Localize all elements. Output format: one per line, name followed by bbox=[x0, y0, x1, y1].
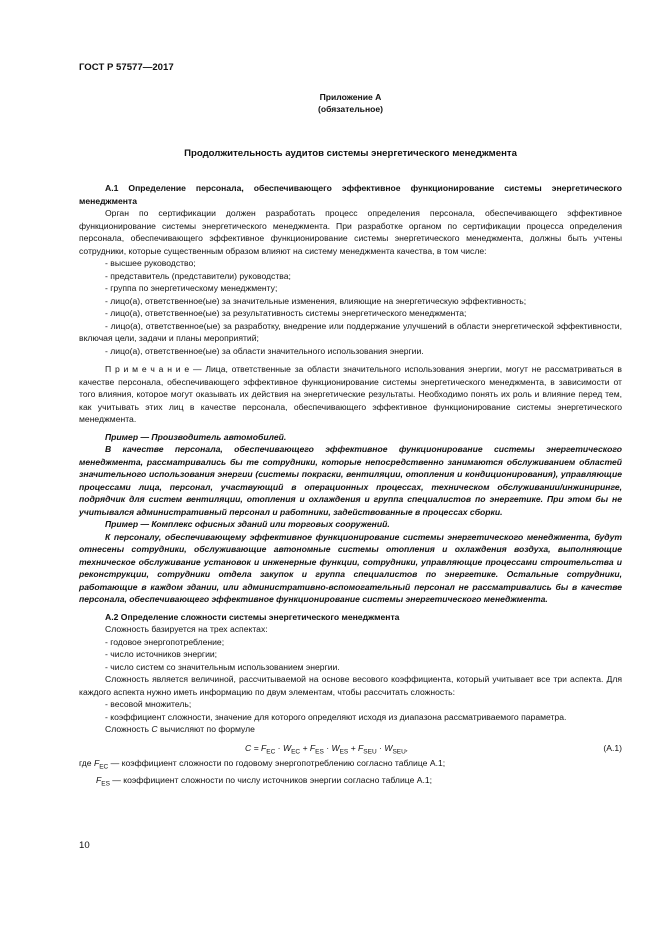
section-heading-a2: А.2 Определение сложности системы энергетического менеджмента bbox=[105, 611, 400, 622]
list-item: - лицо(а), ответственное(ые) за результативность системы энергетического менеджмента; bbox=[105, 308, 467, 318]
aspects-intro: Сложность базируется на трех аспектах: bbox=[105, 624, 268, 634]
running-header: ГОСТ Р 57577—2017 bbox=[79, 62, 174, 73]
list-item: - число систем со значительным использованием энергии. bbox=[105, 661, 340, 672]
list-item: - лицо(а), ответственное(ые) за области значительного использования энергии. bbox=[105, 345, 424, 356]
list-item: - лицо(а), ответственное(ые) за разработку, внедрение или поддержание улучшений в области энергетической эффективности, включая цели, задачи и планы мероприятий; bbox=[79, 320, 622, 343]
example-1-title: Пример — Производитель автомобилей. bbox=[105, 431, 287, 442]
complexity-paragraph: Сложность является величиной, рассчитываемой на основе весового коэффициента, который учитывает все три аспекта. Для каждого аспекта нужно иметь информацию по двум элементам, чтобы рассчитать сложность: bbox=[79, 674, 622, 697]
formula-a1 bbox=[79, 741, 622, 755]
list-item: - высшее руководство; bbox=[105, 258, 196, 268]
example-1-text: В качестве персонала, обеспечивающего эффективное функционирование системы энергетического менеджмента, рассматривались бы те сотрудники, которые непосредственно занимаются обслуживанием областей значительного использования энергии (системы покраски, вентиляции, отопления и кондиционирования), управляющие процессами лица, персонал, участвующий в операционных процессах, техническом обслуживании/инжиниринге, подрядчик для систем вентиляции, отопления и охлаждения и группа специалистов по энергетике. При этом бы не учитывался административный персонал и работники, задействованные в процессах сборки. bbox=[79, 444, 622, 517]
where-definition-fes: $F_{ES}$ — коэффициент сложности по числу источников энергии согласно таблице А.1; bbox=[96, 774, 433, 788]
annex-status: (обязательное) bbox=[317, 104, 384, 114]
example-2-text: К персоналу, обеспечивающему эффективное функционирование системы энергетического менеджмента, будут отнесены сотрудники, обслуживающие автономные системы отопления и охлаждения воздуха, выполняющие техническое обслуживание установок и инженерные функции, сотрудники, управляющие процессами строительства и реконструкции, сотрудники отдела закупок и группа специалистов по энергетике. Остальные сотрудники, работающие в каждом здании, или административно-вспомогательный персонал не рассматривались бы в качестве персонала, обеспечивающего эффективное функционирование системы энергетического менеджмента. bbox=[79, 531, 622, 604]
list-item: - представитель (представители) руководства; bbox=[105, 270, 291, 281]
where-definition-fec: где $F_{EC}$ — коэффициент сложности по годовому энергопотреблению согласно таблице А.1; bbox=[79, 757, 446, 771]
variable-c: С bbox=[151, 724, 158, 734]
note-paragraph: П р и м е ч а н и е — Лица, ответственные за области значительного использования энергии, могут не рассматриваться в качестве персонала, обеспечивающего эффективное функционирование системы энергетического менеджмента, в зависимости от того влияния, которое могут оказывать их действия на энергетические результаты. Необходимо понять их роль и влияние перед тем, как учитывать этих лиц в качестве персонала, обеспечивающего эффективное функционирование системы энергетического менеджмента. bbox=[79, 364, 622, 424]
formula-expression: $С = F_{EC} \cdot W_{EC} + F_{ES} \cdot W_{ES} + F_{SEU} \cdot W_{SEU}$, bbox=[245, 742, 409, 756]
list-item: - лицо(а), ответственное(ые) за значительные изменения, влияющие на энергетическую эффективность; bbox=[105, 295, 527, 306]
page-number: 10 bbox=[79, 840, 90, 851]
example-2-title: Пример — Комплекс офисных зданий или торговых сооружений. bbox=[105, 519, 390, 529]
annex-label bbox=[79, 91, 622, 116]
formula-intro: Сложность С вычисляют по формуле bbox=[105, 724, 255, 734]
formula-number: (A.1) bbox=[603, 742, 622, 753]
annex-number: Приложение А bbox=[319, 91, 382, 102]
list-item: - весовой множитель; bbox=[105, 699, 192, 709]
list-item: - число источников энергии; bbox=[105, 649, 218, 659]
section-heading-a1: А.1 Определение персонала, обеспечивающего эффективное функционирование системы энергетического менеджмента bbox=[79, 183, 622, 206]
annex-title: Продолжительность аудитов системы энергетического менеджмента bbox=[184, 147, 517, 159]
list-item: - группа по энергетическому менеджменту; bbox=[105, 283, 278, 293]
section-a1-paragraph: Орган по сертификации должен разработать процесс определения персонала, обеспечивающего эффективное функционирование системы энергетического менеджмента. При разработке органом по сертификации процесса определения персонала, обеспечивающего эффективное функционирование системы энергетического менеджмента, должны быть учтены сотрудники, которые существенным образом влияют на систему менеджмента качества, в том числе: bbox=[79, 208, 622, 256]
aspects-list bbox=[79, 636, 622, 674]
list-item: - коэффициент сложности, значение для которого определяют исходя из диапазона рассматриваемого параметра. bbox=[105, 711, 567, 722]
personnel-list bbox=[79, 257, 622, 357]
list-item: - годовое энергопотребление; bbox=[105, 636, 225, 647]
elements-list bbox=[79, 698, 622, 723]
